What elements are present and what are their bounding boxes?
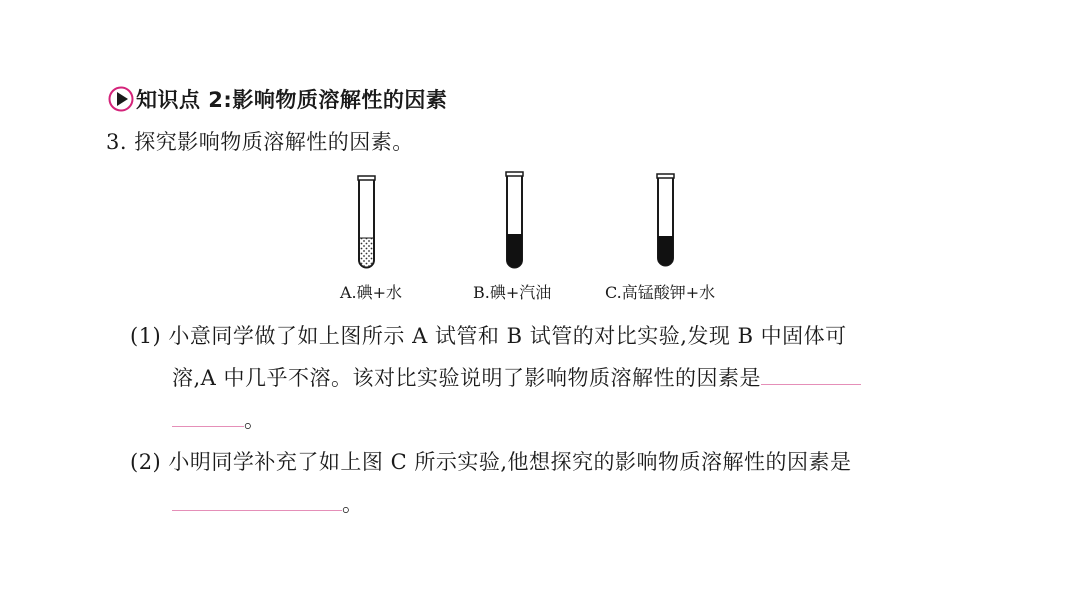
sub-question-1-line2 [172,362,861,392]
heading-text: 知识点 2:影响物质溶解性的因素 [136,88,448,112]
tube-b [506,172,523,268]
sub-question-1-end: 。 [244,408,266,432]
section-heading [108,84,447,114]
sub-question-2-end: 。 [342,492,364,516]
test-tube-figure [335,162,745,310]
answer-blank-1a[interactable] [761,364,861,385]
answer-blank-1b[interactable] [172,406,244,427]
tube-c [657,174,674,266]
sub-question-1-line3 [172,404,266,434]
tube-a-label: A.碘+水 [340,283,403,302]
sub-question-1-text: 溶,A 中几乎不溶。该对比实验说明了影响物质溶解性的因素是 [172,366,762,390]
sub-question-1-line1: (1) 小意同学做了如上图所示 A 试管和 B 试管的对比实验,发现 B 中固体可 [130,324,847,348]
sub-question-2-line2 [172,488,364,518]
question-stem: 3. 探究影响物质溶解性的因素。 [106,130,414,154]
tube-a [358,176,375,268]
play-icon [108,86,134,112]
sub-question-2-line1: (2) 小明同学补充了如上图 C 所示实验,他想探究的影响物质溶解性的因素是 [130,450,852,474]
tube-b-label: B.碘+汽油 [473,283,552,302]
tube-c-label: C.高锰酸钾+水 [605,283,716,302]
answer-blank-2[interactable] [172,490,342,511]
